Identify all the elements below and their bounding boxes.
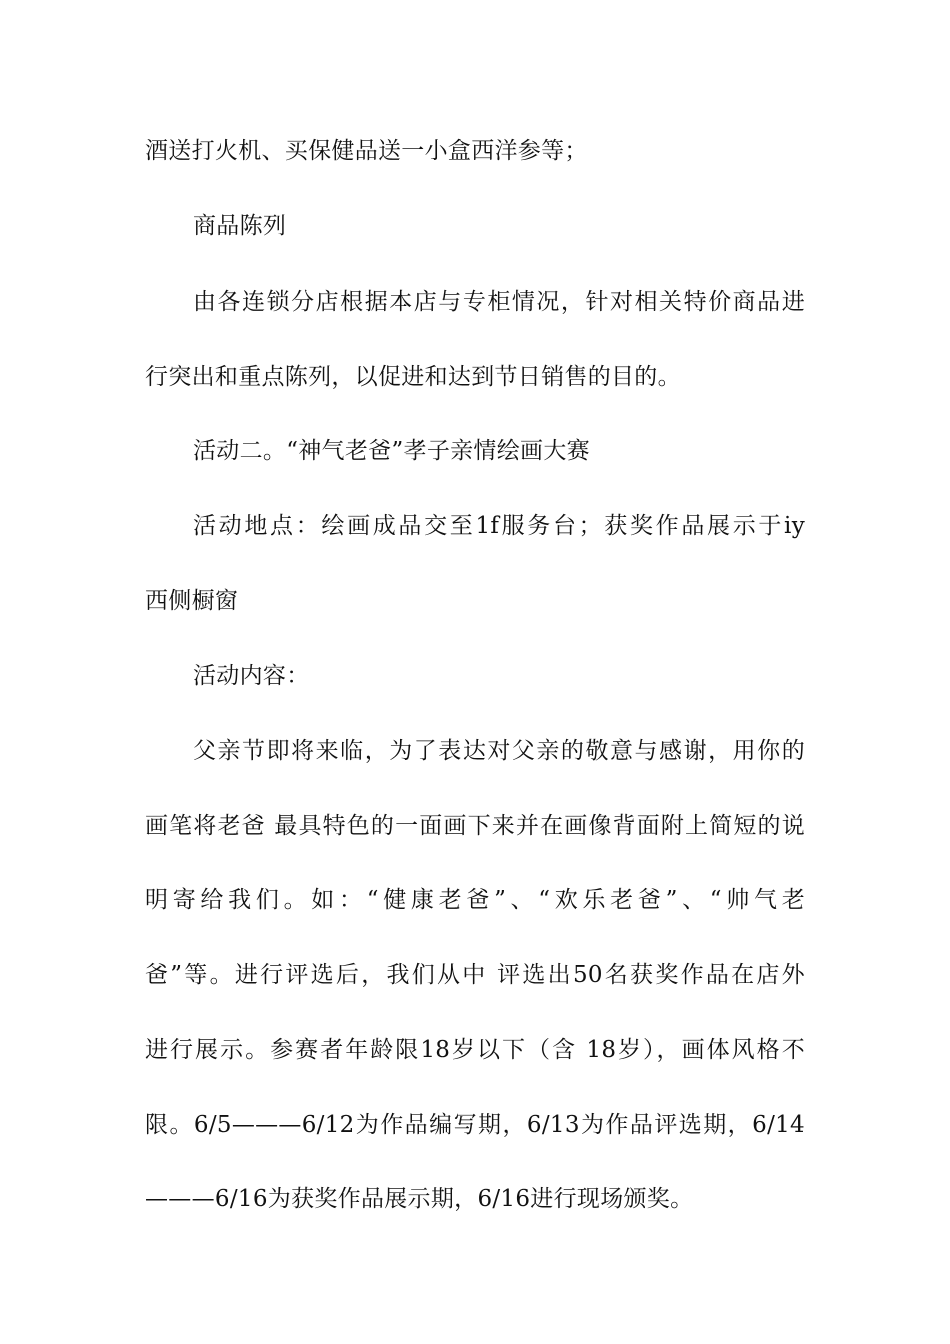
- paragraph-line: ———6/16为获奖作品展示期，6/16进行现场颁奖。: [145, 1186, 694, 1212]
- paragraph-line: 酒送打火机、买保健品送一小盒西洋参等；: [145, 138, 588, 164]
- section-heading: 商品陈列: [193, 213, 287, 239]
- section-heading: 活动内容：: [193, 663, 310, 689]
- paragraph-line: 行突出和重点陈列，以促进和达到节日销售的目的。: [145, 364, 681, 390]
- paragraph-line: 画笔将老爸 最具特色的一面画下来并在画像背面附上简短的说: [145, 813, 805, 839]
- paragraph-line: 明寄给我们。如：“健康老爸”、“欢乐老爸”、“帅气老: [145, 887, 805, 913]
- paragraph-line: 西侧橱窗: [145, 588, 239, 614]
- paragraph-line: 爸”等。进行评选后，我们从中 评选出50名获奖作品在店外: [145, 962, 805, 988]
- paragraph-line: 父亲节即将来临，为了表达对父亲的敬意与感谢，用你的: [193, 738, 805, 764]
- paragraph-line: 活动地点：绘画成品交至1f服务台；获奖作品展示于iy: [193, 513, 805, 539]
- paragraph-line: 进行展示。参赛者年龄限18岁以下（含 18岁），画体风格不: [145, 1037, 805, 1063]
- activity-title: 活动二。“神气老爸”孝子亲情绘画大赛: [193, 438, 590, 464]
- paragraph-line: 限。6/5———6/12为作品编写期，6/13为作品评选期，6/14: [145, 1112, 805, 1138]
- paragraph-line: 由各连锁分店根据本店与专柜情况，针对相关特价商品进: [193, 289, 805, 315]
- document-page: [145, 0, 805, 1344]
